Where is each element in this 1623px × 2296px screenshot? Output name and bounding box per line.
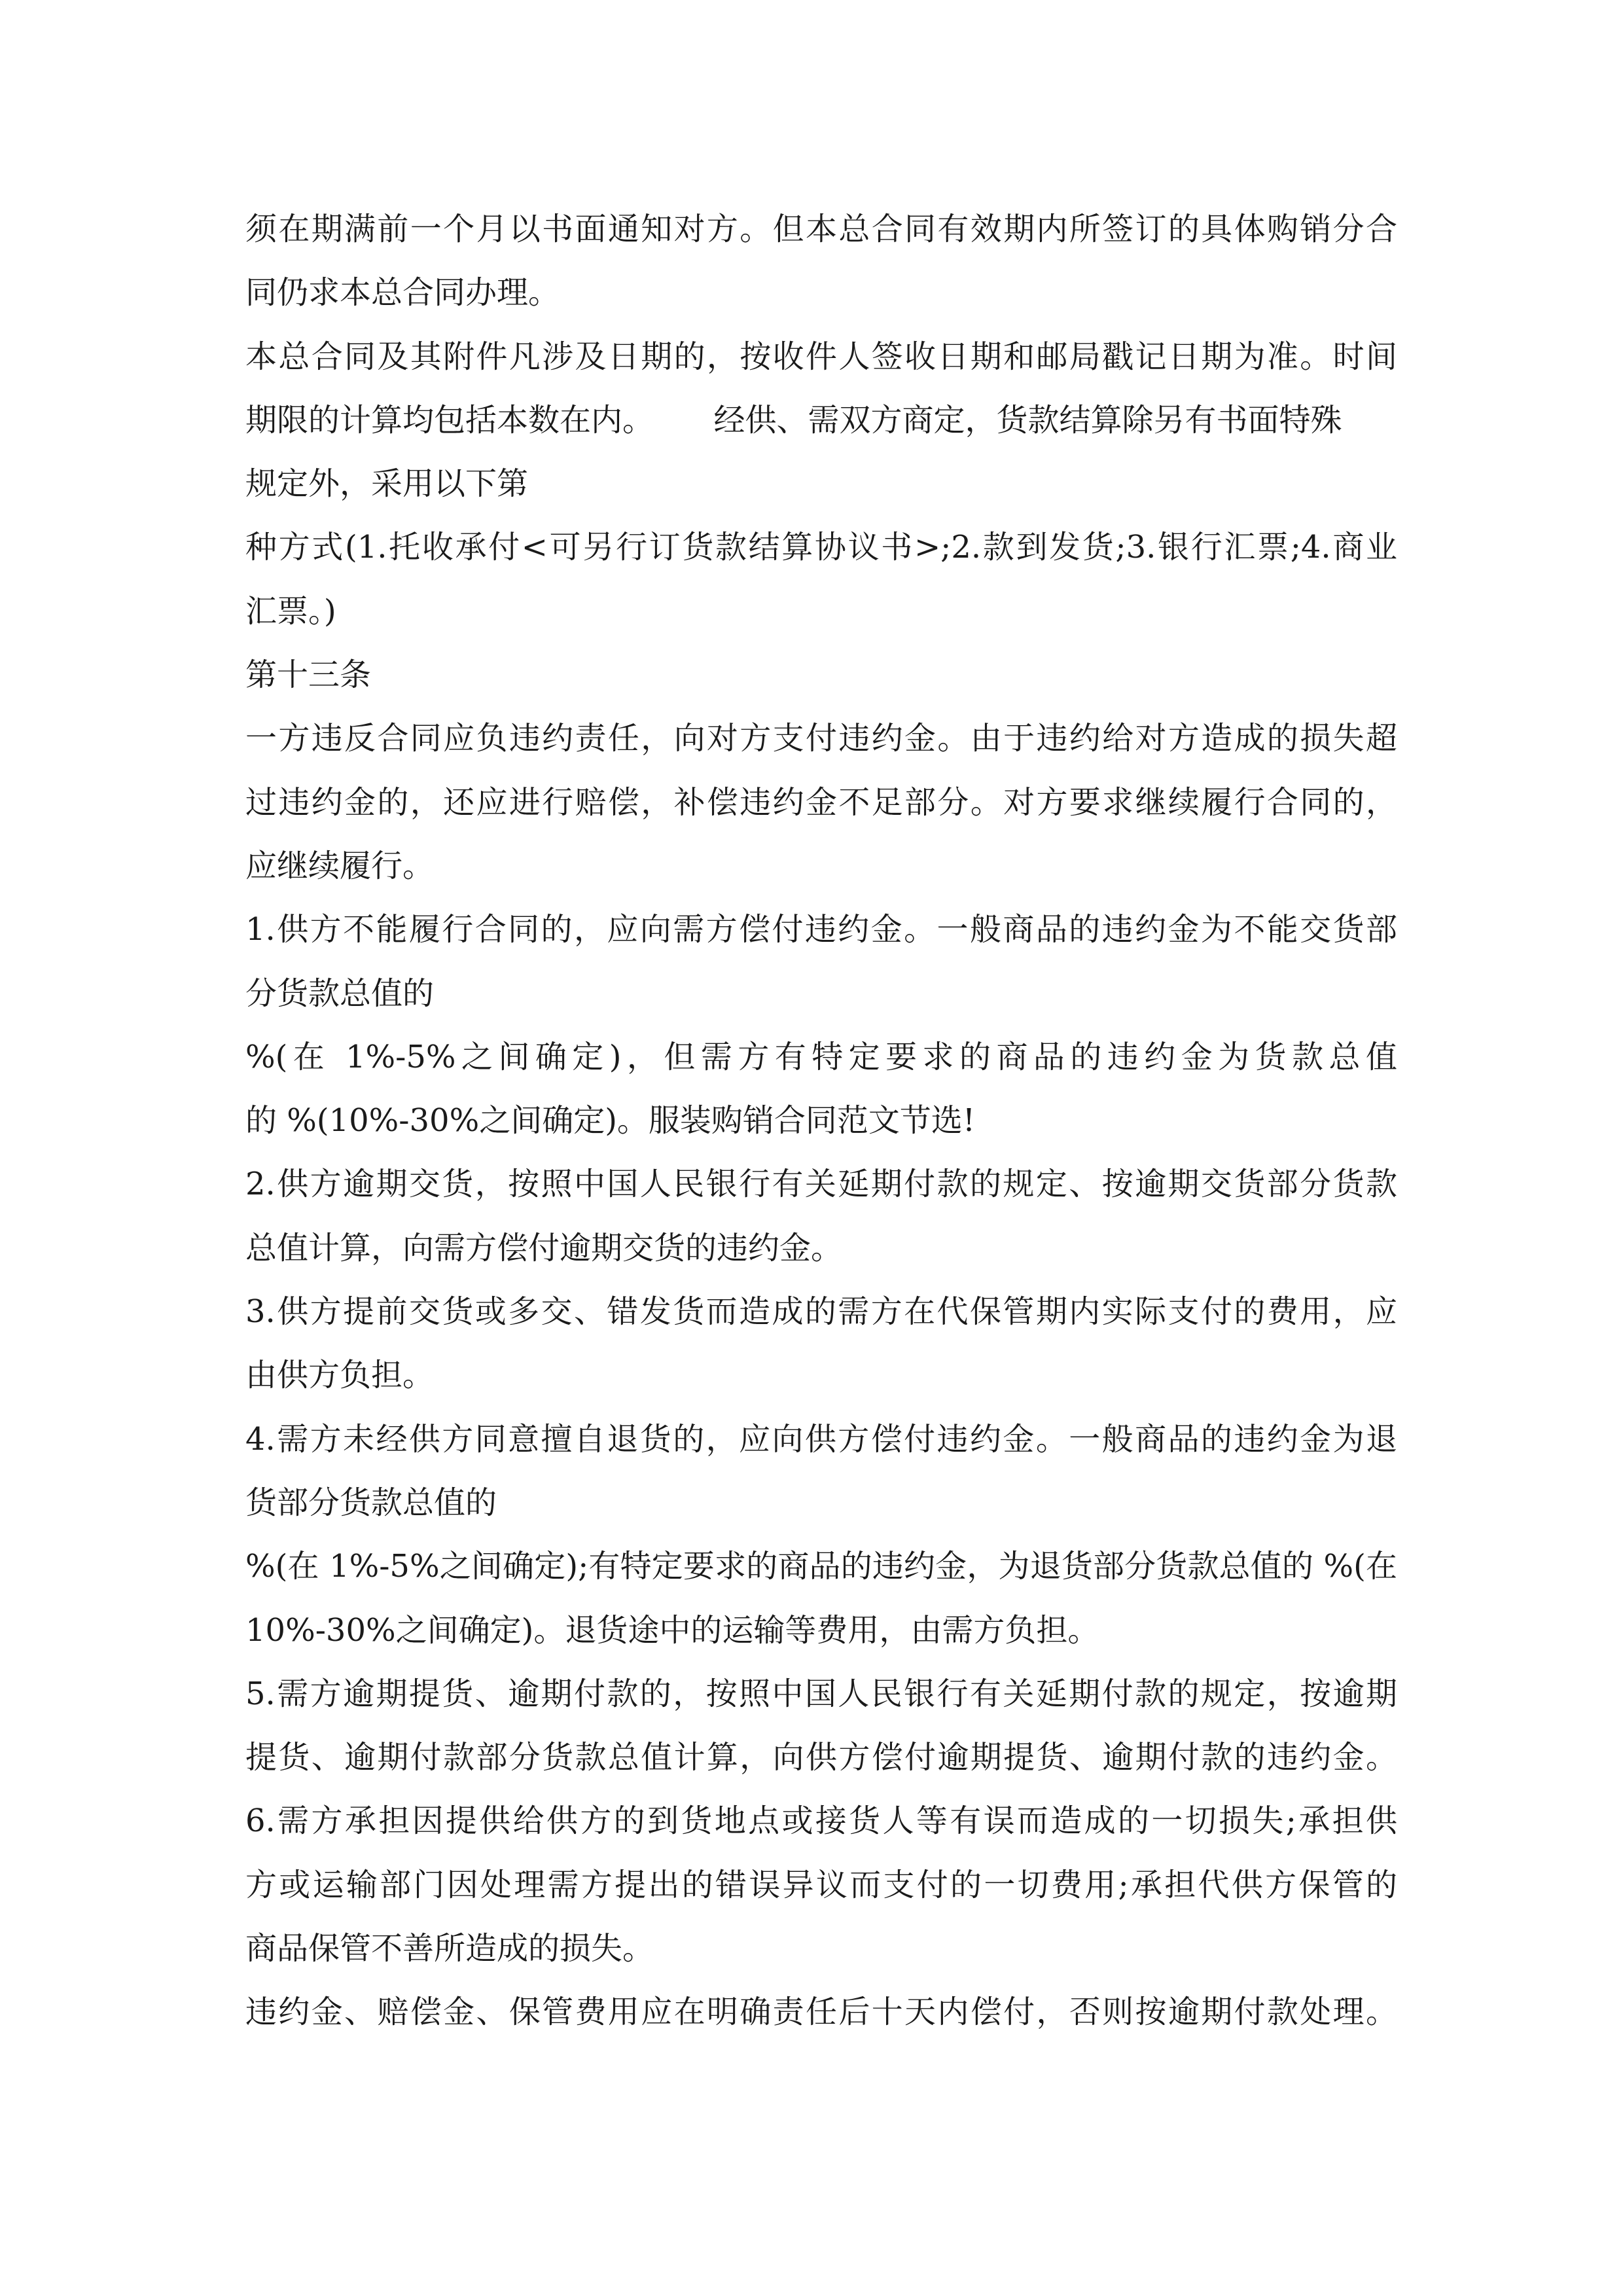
text-line: 的 %(10%-30%之间确定)。服装购销合同范文节选! xyxy=(245,1102,976,1139)
text-line: %(在 1%-5%之间确定)，但需方有特定要求的商品的违约金为货款总值 xyxy=(245,1038,1397,1075)
text-line: 期限的计算均包括本数在内。 经供、需双方商定，货款结算除另有书面特殊 xyxy=(245,401,1342,439)
text-line: 本总合同及其附件凡涉及日期的，按收件人签收日期和邮局戳记日期为准。时间 xyxy=(245,338,1397,375)
text-line: 种方式(1.托收承付<可另行订货款结算协议书>;2.款到发货;3.银行汇票;4.商业 xyxy=(245,529,1397,566)
text-line: 6.需方承担因提供给供方的到货地点或接货人等有误而造成的一切损失;承担供 xyxy=(245,1803,1397,1840)
text-line: 货部分货款总值的 xyxy=(245,1484,497,1521)
text-line: 分货款总值的 xyxy=(245,975,435,1012)
text-line: 5.需方逾期提货、逾期付款的，按照中国人民银行有关延期付款的规定，按逾期 xyxy=(245,1675,1397,1712)
text-line: 应继续履行。 xyxy=(245,847,435,884)
text-line: 汇票。) xyxy=(245,592,336,630)
text-line: 由供方负担。 xyxy=(245,1357,435,1394)
text-line: 一方违反合同应负违约责任，向对方支付违约金。由于违约给对方造成的损失超 xyxy=(245,720,1397,757)
text-line: 1.供方不能履行合同的，应向需方偿付违约金。一般商品的违约金为不能交货部 xyxy=(245,911,1397,948)
text-line: 违约金、赔偿金、保管费用应在明确责任后十天内偿付，否则按逾期付款处理。 xyxy=(245,1994,1397,2031)
text-line: 提货、逾期付款部分货款总值计算，向供方偿付逾期提货、逾期付款的违约金。 xyxy=(245,1739,1397,1776)
text-line: 商品保管不善所造成的损失。 xyxy=(245,1930,654,1967)
body-text xyxy=(245,198,1397,2045)
text-line: 规定外，采用以下第 xyxy=(245,465,529,503)
text-line: 3.供方提前交货或多交、错发货而造成的需方在代保管期内实际支付的费用，应 xyxy=(245,1293,1397,1331)
text-line: 方或运输部门因处理需方提出的错误异议而支付的一切费用;承担代供方保管的 xyxy=(245,1866,1397,1903)
article-heading: 第十三条 xyxy=(245,656,372,694)
text-line: 过违约金的，还应进行赔偿，补偿违约金不足部分。对方要求继续履行合同的， xyxy=(245,783,1397,821)
text-line: 2.供方逾期交货，按照中国人民银行有关延期付款的规定、按逾期交货部分货款 xyxy=(245,1166,1397,1203)
text-line: 10%-30%之间确定)。退货途中的运输等费用，由需方负担。 xyxy=(245,1611,1099,1649)
text-line: %(在 1%-5%之间确定);有特定要求的商品的违约金，为退货部分货款总值的 %(在 xyxy=(245,1548,1397,1585)
text-line: 须在期满前一个月以书面通知对方。但本总合同有效期内所签订的具体购销分合 xyxy=(245,211,1397,247)
text-line: 4.需方未经供方同意擅自退货的，应向供方偿付违约金。一般商品的违约金为退 xyxy=(245,1420,1397,1458)
text-line: 总值计算，向需方偿付逾期交货的违约金。 xyxy=(245,1229,843,1266)
text-line: 同仍求本总合同办理。 xyxy=(245,274,560,312)
